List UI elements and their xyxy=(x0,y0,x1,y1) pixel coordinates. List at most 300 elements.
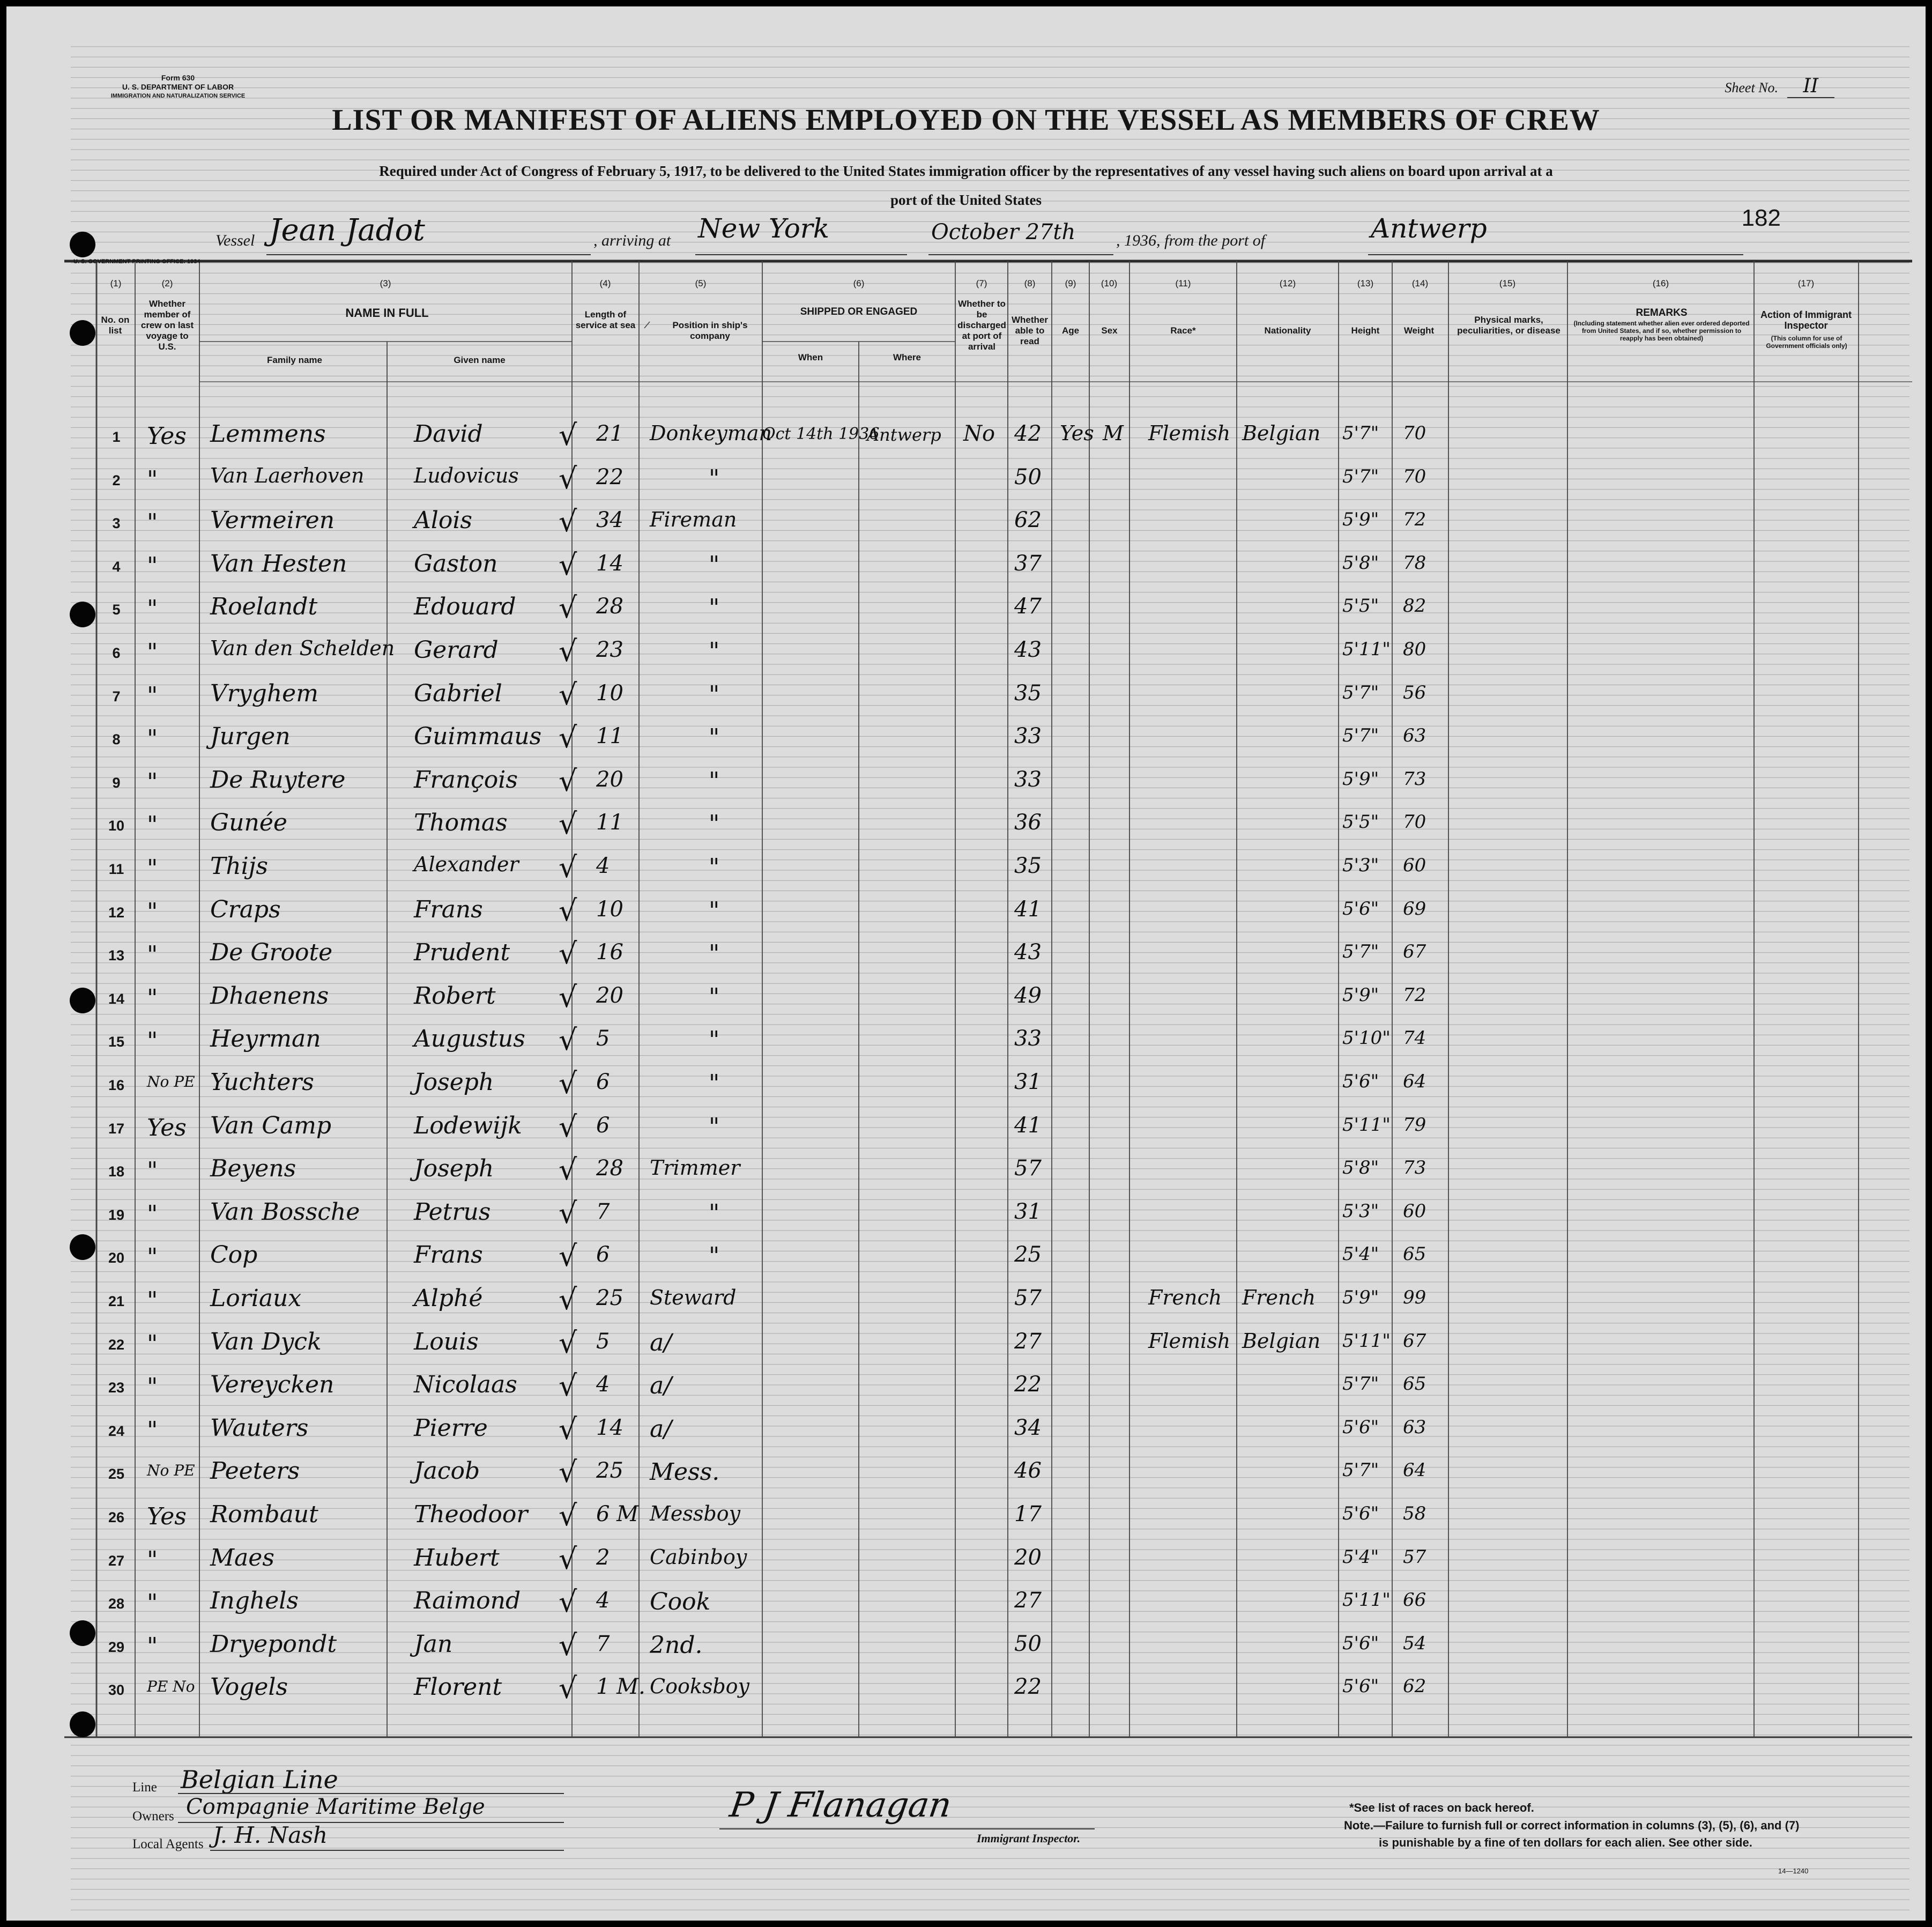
punch-hole xyxy=(70,988,95,1013)
column-number: (3) xyxy=(380,278,391,288)
column-number: (8) xyxy=(1024,278,1036,288)
position: a/ xyxy=(650,1372,672,1400)
position: Messboy xyxy=(650,1502,741,1525)
weight: 64 xyxy=(1403,1071,1426,1092)
header-discharged: Whether to be discharged at port of arrival xyxy=(957,299,1006,352)
header-weight: Weight xyxy=(1403,325,1435,336)
length-of-service: 6 M xyxy=(596,1502,639,1526)
position: " xyxy=(709,940,720,968)
given-name: Gerard xyxy=(414,636,499,664)
age: 35 xyxy=(1014,854,1042,878)
header-position: Position in ship's company xyxy=(672,320,748,341)
agents-label: Local Agents xyxy=(132,1837,204,1851)
check-mark: √ xyxy=(559,1541,577,1576)
row-number: 10 xyxy=(108,818,125,834)
previous-voyage: " xyxy=(147,811,158,839)
weight: 70 xyxy=(1403,811,1426,833)
previous-voyage: " xyxy=(147,725,158,753)
row-number: 19 xyxy=(108,1206,125,1223)
age: 49 xyxy=(1014,983,1042,1008)
row-number: 16 xyxy=(108,1077,125,1093)
given-name: Petrus xyxy=(414,1198,491,1226)
sheet-label: Sheet No. xyxy=(1725,80,1779,95)
length-of-service: 14 xyxy=(596,1415,623,1440)
header-nationality: Nationality xyxy=(1264,325,1311,336)
weight: 69 xyxy=(1403,898,1426,920)
previous-voyage: No PE xyxy=(147,1073,195,1091)
column-number: (5) xyxy=(695,278,707,288)
given-name: Guimmaus xyxy=(414,723,542,751)
weight: 58 xyxy=(1403,1503,1426,1524)
check-mark: √ xyxy=(559,1585,577,1619)
given-name: Frans xyxy=(414,895,483,923)
check-mark: √ xyxy=(559,1499,577,1532)
check-mark: √ xyxy=(559,634,577,668)
family-name: Thijs xyxy=(210,853,268,880)
row-number: 22 xyxy=(108,1336,125,1353)
previous-voyage: " xyxy=(147,509,158,537)
height: 5'9" xyxy=(1342,509,1379,531)
owners-value: Compagnie Maritime Belge xyxy=(186,1795,485,1819)
previous-voyage: " xyxy=(147,552,158,580)
given-name: Gabriel xyxy=(414,679,502,707)
row-number: 29 xyxy=(108,1639,125,1655)
check-mark: √ xyxy=(559,461,577,495)
signature-underline xyxy=(719,1828,1095,1829)
previous-voyage: Yes xyxy=(147,423,187,450)
weight: 66 xyxy=(1403,1589,1426,1611)
age: 20 xyxy=(1014,1545,1042,1570)
sheet-number xyxy=(1725,75,1834,97)
family-name: Craps xyxy=(210,895,281,923)
agents-underline xyxy=(210,1850,564,1851)
length-of-service: 10 xyxy=(596,896,623,922)
family-name: Van Bossche xyxy=(210,1198,360,1226)
row-number: 14 xyxy=(108,990,125,1007)
header-given-name: Given name xyxy=(454,355,506,365)
previous-voyage: " xyxy=(147,898,158,925)
position: Mess. xyxy=(650,1458,720,1486)
row-number: 6 xyxy=(112,645,121,661)
line-label: Line xyxy=(132,1780,157,1795)
given-name: Hubert xyxy=(414,1544,500,1572)
family-name: Jurgen xyxy=(210,723,291,751)
family-name: Lemmens xyxy=(210,420,326,448)
height: 5'11" xyxy=(1342,1589,1391,1611)
height: 5'6" xyxy=(1342,1416,1379,1438)
manifest-sheet xyxy=(6,6,1926,1921)
previous-voyage: " xyxy=(147,1330,158,1358)
able-to-read: Yes xyxy=(1060,421,1094,445)
check-mark: √ xyxy=(559,1628,577,1662)
position: " xyxy=(709,680,720,708)
race-note: *See list of races on back hereof. xyxy=(1349,1801,1534,1814)
header-shipped-engaged: SHIPPED OR ENGAGED xyxy=(800,306,918,317)
header-previous-voyage: Whether member of crew on last voyage to U.S. xyxy=(140,299,194,352)
family-name: Inghels xyxy=(210,1587,299,1615)
row-number: 5 xyxy=(112,602,121,618)
position: " xyxy=(709,1026,720,1054)
position: " xyxy=(709,767,720,795)
length-of-service: 6 xyxy=(596,1113,610,1138)
height: 5'7" xyxy=(1342,423,1379,444)
departure-port: Antwerp xyxy=(1371,213,1487,244)
given-name: Joseph xyxy=(414,1155,494,1183)
row-number: 24 xyxy=(108,1422,125,1439)
check-mark: √ xyxy=(559,1412,577,1446)
position: a/ xyxy=(650,1329,672,1357)
nationality: Belgian xyxy=(1242,1329,1321,1353)
family-name: Van Camp xyxy=(210,1111,332,1139)
previous-voyage: " xyxy=(147,465,158,493)
previous-voyage: " xyxy=(147,1287,158,1314)
height: 5'7" xyxy=(1342,681,1379,703)
column-number: (9) xyxy=(1065,278,1076,288)
header-name-in-full: NAME IN FULL xyxy=(345,306,429,320)
height: 5'3" xyxy=(1342,1200,1379,1222)
weight: 65 xyxy=(1403,1243,1426,1265)
family-name: De Groote xyxy=(210,939,333,967)
previous-voyage: " xyxy=(147,681,158,709)
check-mark: √ xyxy=(559,1369,577,1403)
row-number: 7 xyxy=(112,688,121,705)
subtitle-line-2: port of the United States xyxy=(890,192,1042,208)
family-name: Vryghem xyxy=(210,679,318,707)
age: 62 xyxy=(1014,508,1042,533)
given-name: Jan xyxy=(414,1630,453,1658)
row-number: 15 xyxy=(108,1034,125,1050)
given-name: Alois xyxy=(414,507,472,535)
inspector-label: Immigrant Inspector. xyxy=(977,1832,1081,1845)
family-name: De Ruytere xyxy=(210,766,346,794)
age: 34 xyxy=(1014,1415,1042,1440)
length-of-service: 28 xyxy=(596,594,623,619)
height: 5'3" xyxy=(1342,855,1379,876)
weight: 57 xyxy=(1403,1546,1426,1568)
family-name: Van Laerhoven xyxy=(210,463,365,487)
age: 46 xyxy=(1014,1458,1042,1484)
height: 5'6" xyxy=(1342,1632,1379,1654)
age: 57 xyxy=(1014,1286,1042,1310)
age: 50 xyxy=(1014,1631,1042,1656)
row-number: 9 xyxy=(112,774,121,791)
page-number: 182 xyxy=(1741,205,1781,231)
family-name: Vermeiren xyxy=(210,507,335,535)
height: 5'7" xyxy=(1342,941,1379,963)
length-of-service: 11 xyxy=(596,810,623,835)
position: Cabinboy xyxy=(650,1545,747,1569)
fine-note-2: is punishable by a fine of ten dollars for each alien. See other side. xyxy=(1379,1836,1752,1849)
length-of-service: 7 xyxy=(596,1631,610,1656)
column-number: (15) xyxy=(1499,278,1516,288)
length-of-service: 4 xyxy=(596,854,610,878)
given-name: Edouard xyxy=(414,593,516,621)
age: 50 xyxy=(1014,464,1042,490)
row-number: 21 xyxy=(108,1293,125,1309)
length-of-service: 6 xyxy=(596,1070,610,1094)
weight: 72 xyxy=(1403,509,1426,531)
family-name: Van Dyck xyxy=(210,1328,322,1355)
height: 5'4" xyxy=(1342,1243,1379,1265)
given-name: Thomas xyxy=(414,809,508,837)
discharged: No xyxy=(963,421,995,446)
row-number: 17 xyxy=(108,1120,125,1137)
header-age: Age xyxy=(1061,325,1080,336)
given-name: Augustus xyxy=(414,1025,525,1053)
height: 5'4" xyxy=(1342,1546,1379,1568)
check-mark: √ xyxy=(559,850,577,884)
weight: 78 xyxy=(1403,552,1426,574)
weight: 70 xyxy=(1403,423,1426,444)
row-number: 30 xyxy=(108,1682,125,1699)
column-number: (11) xyxy=(1175,278,1191,288)
check-mark: √ xyxy=(559,1023,577,1057)
family-name: Roelandt xyxy=(210,593,318,621)
previous-voyage: " xyxy=(147,1200,158,1228)
weight: 63 xyxy=(1403,1416,1426,1438)
line-value: Belgian Line xyxy=(181,1765,338,1794)
row-number: 27 xyxy=(108,1552,125,1569)
length-of-service: 25 xyxy=(596,1458,623,1484)
vessel-underline xyxy=(266,254,591,255)
weight: 79 xyxy=(1403,1114,1426,1136)
weight: 80 xyxy=(1403,639,1426,660)
previous-voyage: Yes xyxy=(147,1503,187,1530)
position: " xyxy=(709,983,720,1011)
position: " xyxy=(709,638,720,665)
family-name: Cop xyxy=(210,1241,258,1269)
height: 5'11" xyxy=(1342,1330,1391,1352)
weight: 62 xyxy=(1403,1676,1426,1698)
punch-hole xyxy=(70,1711,95,1737)
shipped-where: Antwerp xyxy=(867,425,941,445)
row-number: 1 xyxy=(112,429,121,445)
previous-voyage: " xyxy=(147,984,158,1012)
nationality: French xyxy=(1242,1286,1316,1309)
header-family-name: Family name xyxy=(267,355,322,365)
age: 33 xyxy=(1014,724,1042,749)
weight: 82 xyxy=(1403,595,1426,617)
height: 5'5" xyxy=(1342,595,1379,617)
previous-voyage: " xyxy=(147,1632,158,1660)
previous-voyage: " xyxy=(147,1157,158,1185)
form-number: Form 630 xyxy=(161,73,195,82)
family-name: Vereycken xyxy=(210,1371,335,1399)
check-mark: √ xyxy=(559,1153,577,1187)
header-remarks-note: (Including statement whether alien ever ordered deported from United States, and if so, whether permission to reapply has been obtained) xyxy=(1573,320,1750,342)
check-mark: √ xyxy=(559,937,577,971)
row-number: 4 xyxy=(112,558,121,575)
header-sex: Sex xyxy=(1101,325,1118,336)
position: Steward xyxy=(650,1286,737,1309)
line-underline xyxy=(178,1793,564,1794)
height: 5'7" xyxy=(1342,1373,1379,1395)
row-number: 20 xyxy=(108,1250,125,1266)
check-mark: √ xyxy=(559,505,577,539)
weight: 72 xyxy=(1403,984,1426,1006)
position: " xyxy=(709,810,720,838)
arriving-label: , arriving at xyxy=(593,232,671,249)
check-mark: √ xyxy=(559,1455,577,1489)
age: 36 xyxy=(1014,810,1042,835)
previous-voyage: PE No xyxy=(147,1678,195,1696)
check-mark: √ xyxy=(559,547,577,582)
service: IMMIGRATION AND NATURALIZATION SERVICE xyxy=(110,93,246,99)
given-name: Robert xyxy=(414,982,496,1010)
column-number: (17) xyxy=(1797,278,1815,288)
shipped-when: Oct 14th 1936 xyxy=(762,425,880,443)
punch-hole xyxy=(70,1234,95,1260)
family-name: Loriaux xyxy=(210,1285,302,1312)
check-mark: √ xyxy=(559,1671,577,1706)
inspector-signature: P J Flanagan xyxy=(727,1785,954,1825)
header-no-on-list: No. on list xyxy=(101,315,130,336)
weight: 60 xyxy=(1403,1200,1426,1222)
check-mark: √ xyxy=(559,893,577,928)
nationality: Belgian xyxy=(1242,421,1321,445)
page-title: LIST OR MANIFEST OF ALIENS EMPLOYED ON THE VESSEL AS MEMBERS OF CREW xyxy=(332,103,1600,137)
sex: M xyxy=(1103,421,1124,445)
column-number: (6) xyxy=(853,278,865,288)
family-name: Gunée xyxy=(210,809,287,837)
punch-hole xyxy=(70,232,95,257)
header-length-of-service: Length of service at sea xyxy=(575,309,636,330)
printing-office: U. S. GOVERNMENT PRINTING OFFICE: 1934 xyxy=(73,258,200,265)
given-name: Joseph xyxy=(414,1069,494,1096)
punch-hole xyxy=(70,602,95,627)
given-name: Louis xyxy=(414,1328,479,1355)
check-mark: √ xyxy=(559,1066,577,1100)
weight: 67 xyxy=(1403,941,1426,963)
arrival-date: October 27th xyxy=(931,220,1076,244)
position: " xyxy=(709,896,720,924)
race: French xyxy=(1148,1286,1222,1309)
vessel-name: Jean Jadot xyxy=(269,213,425,248)
column-number: (13) xyxy=(1357,278,1374,288)
weight: 63 xyxy=(1403,725,1426,747)
check-mark: √ xyxy=(559,1239,577,1273)
position: " xyxy=(709,551,720,579)
subtitle-line-1: Required under Act of Congress of February 5, 1917, to be delivered to the United States immigration officer by the representatives of any vessel having such aliens on board upon arrival at a xyxy=(379,163,1553,179)
length-of-service: 6 xyxy=(596,1242,610,1268)
position: Trimmer xyxy=(650,1156,740,1180)
age: 17 xyxy=(1014,1502,1042,1526)
family-name: Peeters xyxy=(210,1457,300,1485)
row-number: 26 xyxy=(108,1509,125,1525)
row-number: 3 xyxy=(112,515,121,532)
position: 2nd. xyxy=(650,1631,703,1659)
position: Cooksboy xyxy=(650,1674,750,1699)
age: 27 xyxy=(1014,1329,1042,1354)
header-inspector-note: (This column for use of Government officials only) xyxy=(1766,335,1847,350)
age: 41 xyxy=(1014,1113,1042,1138)
length-of-service: 1 M. xyxy=(596,1674,645,1700)
family-name: Heyrman xyxy=(210,1025,321,1053)
check-mark: √ xyxy=(559,721,577,755)
given-name: Nicolaas xyxy=(414,1371,517,1399)
given-name: Lodewijk xyxy=(414,1111,522,1139)
previous-voyage: No PE xyxy=(147,1462,195,1480)
position: Donkeyman xyxy=(650,421,772,445)
height: 5'8" xyxy=(1342,552,1379,574)
height: 5'8" xyxy=(1342,1157,1379,1179)
weight: 65 xyxy=(1403,1373,1426,1395)
age: 57 xyxy=(1014,1156,1042,1181)
date-underline xyxy=(928,254,1113,255)
length-of-service: 11 xyxy=(596,724,623,749)
age: 41 xyxy=(1014,896,1042,922)
header-height: Height xyxy=(1351,325,1380,336)
previous-voyage: " xyxy=(147,1373,158,1401)
family-name: Rombaut xyxy=(210,1501,318,1528)
family-name: Van den Schelden xyxy=(210,636,395,660)
age: 22 xyxy=(1014,1372,1042,1397)
weight: 70 xyxy=(1403,465,1426,487)
given-name: Pierre xyxy=(414,1414,488,1442)
check-mark: √ xyxy=(559,1325,577,1360)
print-code: 14—1240 xyxy=(1778,1867,1809,1875)
length-of-service: 28 xyxy=(596,1156,623,1181)
age: 33 xyxy=(1014,1026,1042,1051)
given-name: Raimond xyxy=(414,1587,521,1615)
age: 22 xyxy=(1014,1674,1042,1700)
height: 5'7" xyxy=(1342,1459,1379,1481)
previous-voyage: " xyxy=(147,595,158,623)
height: 5'7" xyxy=(1342,725,1379,747)
age: 31 xyxy=(1014,1070,1042,1094)
position: " xyxy=(709,854,720,881)
age: 47 xyxy=(1014,594,1042,619)
weight: 54 xyxy=(1403,1632,1426,1654)
length-of-service: 20 xyxy=(596,983,623,1008)
row-number: 18 xyxy=(108,1163,125,1180)
check-mark: √ xyxy=(559,591,577,625)
given-name: Florent xyxy=(414,1673,502,1701)
weight: 64 xyxy=(1403,1459,1426,1481)
height: 5'6" xyxy=(1342,1676,1379,1698)
previous-voyage: " xyxy=(147,1589,158,1617)
age: 35 xyxy=(1014,680,1042,706)
family-name: Beyens xyxy=(210,1155,296,1183)
height: 5'5" xyxy=(1342,811,1379,833)
check-mark: √ xyxy=(559,1283,577,1316)
check-mark: √ xyxy=(559,418,577,452)
department: U. S. DEPARTMENT OF LABOR xyxy=(122,83,234,91)
family-name: Maes xyxy=(210,1544,274,1572)
position: a/ xyxy=(650,1415,672,1443)
column-number: (7) xyxy=(976,278,987,288)
punch-hole xyxy=(70,1620,95,1646)
height: 5'11" xyxy=(1342,639,1391,660)
previous-voyage: " xyxy=(147,639,158,666)
position: Fireman xyxy=(650,508,737,532)
age: 43 xyxy=(1014,638,1042,662)
owners-label: Owners xyxy=(132,1809,174,1824)
check-mark: √ xyxy=(559,1109,577,1144)
row-number: 2 xyxy=(112,472,121,488)
height: 5'9" xyxy=(1342,1287,1379,1308)
given-name: Prudent xyxy=(414,939,510,967)
page-subtitle xyxy=(103,157,1829,214)
previous-voyage: " xyxy=(147,1027,158,1055)
given-name: Gaston xyxy=(414,550,498,577)
row-number: 11 xyxy=(108,861,124,877)
position: " xyxy=(709,1070,720,1097)
given-name: Ludovicus xyxy=(414,463,519,487)
header-physical-marks: Physical marks, peculiarities, or disease xyxy=(1457,315,1561,336)
column-number: (1) xyxy=(110,278,122,288)
weight: 56 xyxy=(1403,681,1426,703)
